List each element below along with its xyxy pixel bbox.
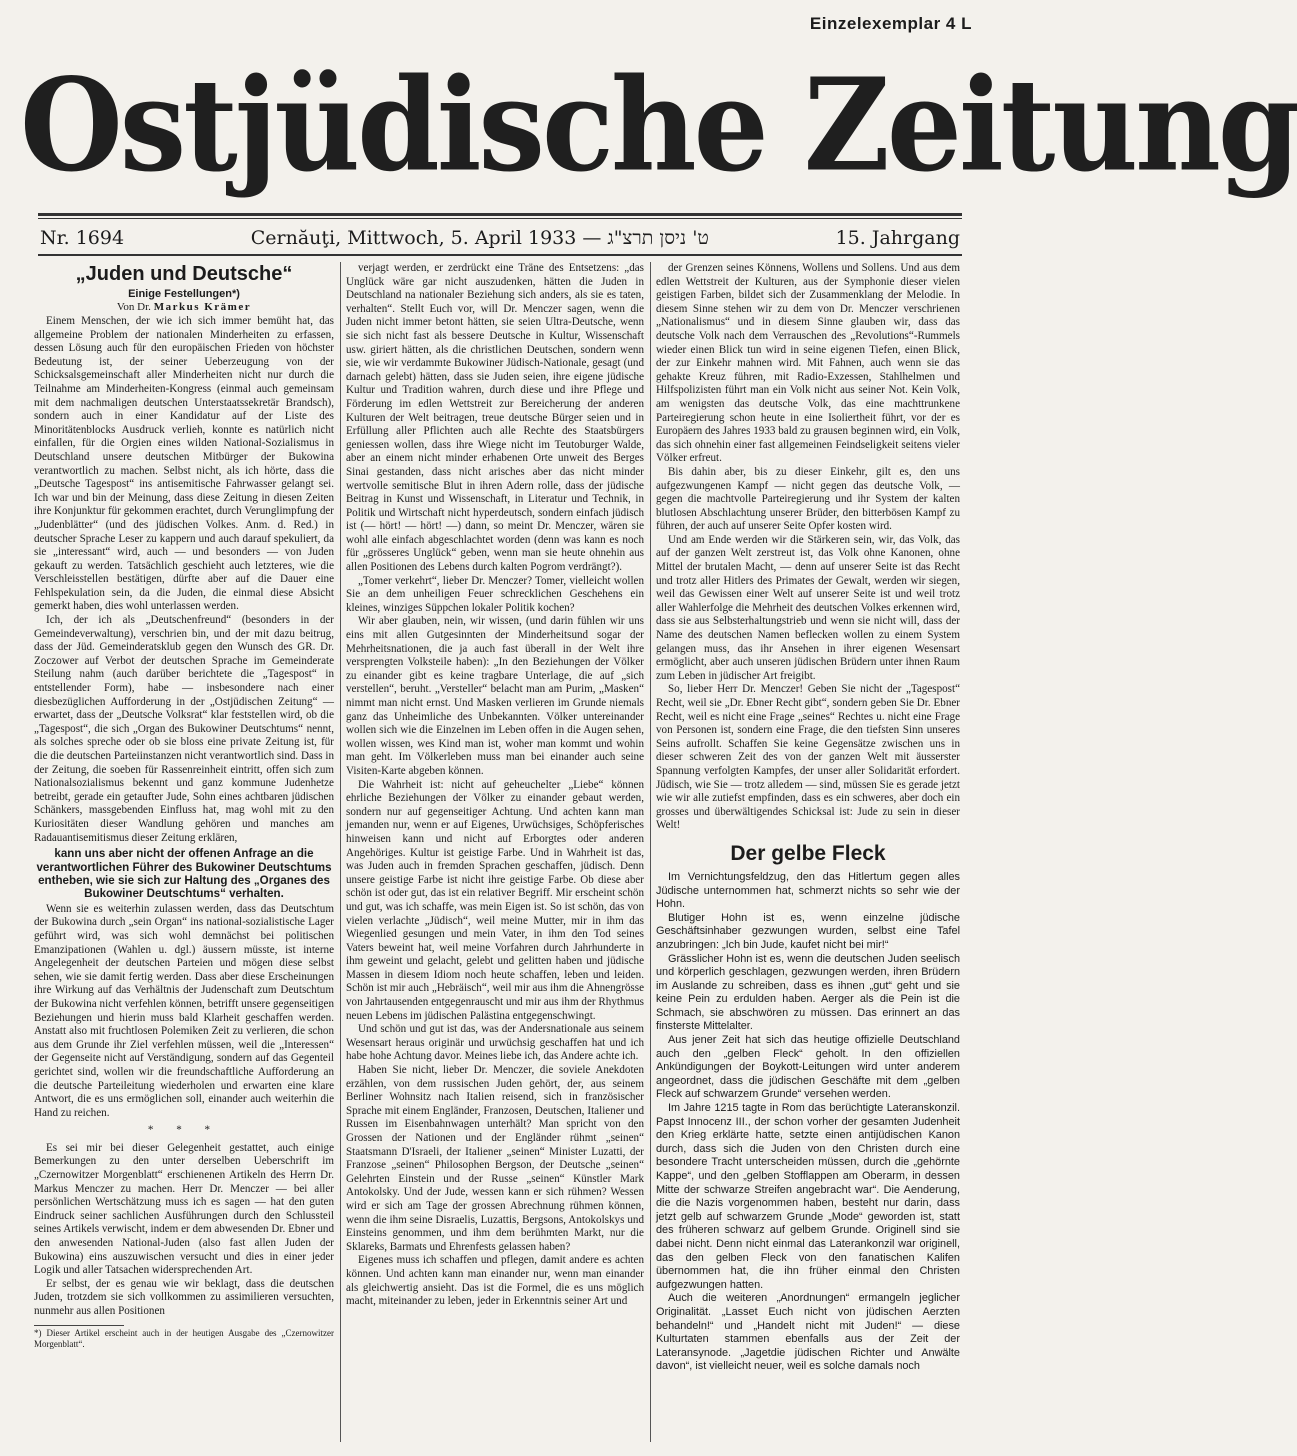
masthead-title: Ostjüdische Zeitung (20, 49, 1297, 200)
byline-prefix: Von Dr. (116, 301, 151, 313)
paragraph: Bis dahin aber, bis zu dieser Einkehr, gilt es, den uns aufgezwungenen Kampf — nicht gegen das deutsche Volk, — gegen die machtvolle Parteiregierung und ihr System der kalten blutlosen Abschlachtung unserer Brüder, den bitterbösen Kampf zu führen, der auch auf unserer Seite Opfer kosten wird. (656, 465, 960, 533)
paragraph: So, lieber Herr Dr. Menczer! Geben Sie nicht der „Tagespost“ Recht, weil sie „Dr. Ebner Recht gibt“, sondern geben Sie Dr. Ebner Recht, weil es nicht eine Frage „seines“ Rechtes u. nicht eine Frage von Personen ist, sondern eine Frage, die den tiefsten Sinn unseres Seins aufrollt. Schaffen Sie keine Gegensätze zwischen uns in dieser schweren Zeit des von der ganzen Welt mit äusserster Spannung verfolgten Kampfes, der unser aller Solidarität erfordert. Jüdisch, wie Sie — trotz alledem — sind, müssen Sie es gerade jetzt wie wir alle zutiefst empfinden, dass es ein schweres, aber doch ein grosses und überwältigendes Schicksal ist: Jude zu sein in dieser Welt! (656, 683, 960, 832)
article-title-gelbe-fleck: Der gelbe Fleck (730, 841, 886, 865)
paragraph: Grässlicher Hohn ist es, wenn die deutschen Juden seelisch und körperlich geschlagen, gezwungen werden, ihren Brüdern im Auslande zu schreiben, dass es ihnen „gut“ geht und sie keine Pein zu erdulden haben. Aerger als die Pein ist die Schmach, sie abschwören zu müssen. Das erinnert an das finsterste Mittelalter. (656, 952, 960, 1033)
column-1 (34, 262, 334, 1442)
paragraph: Auch die weiteren „Anordnungen“ ermangeln jeglicher Originalität. „Lasset Euch nicht von jüdischen Aerzten behandeln!“ und „Handelt nicht mit Juden!“ — diese Kulturtaten stammen ebenfalls aus der Zeit der Lateransynode. „Jagetdie jüdischen Richter und Anwälte davon“, ist vielleicht neuer, weil es solche damals noch (656, 1292, 960, 1373)
dateline-rule (38, 254, 962, 256)
footnote: *) Dieser Artikel erscheint auch in der heutigen Ausgabe des „Czernowitzer Morgenblatt“. (34, 1327, 334, 1349)
paragraph: Es sei mir bei dieser Gelegenheit gestattet, auch einige Bemerkungen zu den unter derselben Ueberschrift im „Czernowitzer Morgenblatt“ erschienenen Artikeln des Herrn Dr. Markus Menczer zu machen. Herr Dr. Menczer — bei aller persönlichen Wertschätzung muss ich es sagen — hat den guten Eindruck seiner sachlichen Ausführungen durch den Schlussteil seines Artikels verwischt, indem er dem abwesenden Dr. Ebner und den anwesenden National-Juden (also fast allen Juden der Bukowina) eins auszuwischen versucht und dies in einer jeder Logik und aller Tatsachen widersprechenden Art. (34, 1141, 334, 1277)
volume-year: 15. Jahrgang (835, 227, 960, 249)
paragraph: Er selbst, der es genau wie wir beklagt, dass die deutschen Juden, trotzdem sie sich vollkommen zu assimilieren versuchten, nunmehr aus allen Positionen (34, 1277, 334, 1317)
footnote-rule (34, 1325, 124, 1326)
paragraph: „Tomer verkehrt“, lieber Dr. Menczer? Tomer, vielleicht wollen Sie an dem unheiligen Feuer schrecklichen Geschehens ein kleines, winziges Süppchen lokaler Politik kochen? (346, 574, 644, 614)
dateline (40, 224, 960, 252)
article-body-gelbe-fleck (656, 871, 960, 1374)
paragraph: Im Vernichtungsfeldzug, den das Hitlertum gegen alles Jüdische unternommen hat, schmerzt nichts so sehr wie der Hohn. (656, 870, 960, 911)
paragraph: Blutiger Hohn ist es, wenn einzelne jüdische Geschäftsinhaber gezwungen wurden, selbst eine Tafel anzubringen: „Ich bin Jude, kaufet nicht bei mir!“ (656, 911, 960, 951)
paragraph: Ich, der ich als „Deutschenfreund“ (besonders in der Gemeindeverwaltung), verschrien bin, und der mit dazu beitrug, dass der Jüd. Gemeinderatsklub gegen den Wunsch des GR. Dr. Zoczower auf Verbot der deutschen Sprache im Gemeinderate Steilung nahm (auch darüber berichtete die „Tagespost“ in entstellender Form), habe — insbesondere nach einer diesbezüglichen Aufforderung in der „Ostjüdischen Zeitung“ — erwartet, dass der „Deutsche Volksrat“ klar feststellen wird, ob die „Tagespost“, die sich „Organ des Bukowiner Deutschtums“ nennt, als solches spreche oder ob sie bloss eine private Zeitung ist, für die die deutschen Parteiinstanzen nicht verantwortlich sind. Dass in der Zeitung, die soeben für Rassenreinheit eintritt, offen sich zum Nationalsozialismus bekennt und ganz kommune Judenhetze betreibt, gerade ein getaufter Jude, Sohn eines achtbaren jüdischen Schänkers, massgebenden Einfluss hat, mag wohl mit zu den Kuriositäten dieser Wandlung gehören und manches am Radauantisemitismus dieser Zeitung erklären, (34, 614, 334, 844)
bold-demand: kann uns aber nicht der offenen Anfrage an die verantwortlichen Führer des Bukowiner Deutschtums entheben, wie sie sich zur Haltung des „Organes des Bukowiner Deutschtums“ verhalten. (36, 847, 332, 901)
article-subtitle: Einige Festellungen*) (128, 288, 240, 300)
article-byline (34, 301, 334, 314)
paragraph: verjagt werden, er zerdrückt eine Träne des Entsetzens: „das Unglück wäre gar nicht auszudenken, hätten die Juden in Deutschland na nationaler Beziehung sich anders, als sie es taten, verhalten“. Stellt Euch vor, will Dr. Menczer sagen, wenn die Juden nicht immer betont hätten, sie seien Ultra-Deutsche, wenn sie sich nicht fast als bessere Deutsche in Kultur, Wissenschaft usw. giriert hätten, als die christlichen Deutschen, sondern wenn sie, wie wir verdammte Bukowiner Jüdisch-Nationale, gesagt (und darnach gelebt) hätten, dass sie Juden seien, ihre eigene jüdische Kultur und Tradition wahren, durch diese und ihre Pflege und Förderung im edlen Wettstreit zur Bereicherung der anderen Kulturen der Welt beitragen, treue deutsche Bürger seien und in Erfüllung aller Pflichten auch alle Rechte des Staatsbürgers geniessen wollen, dass ihre Wiege nicht im Teutoburger Walde, aber an einem nicht minder erhabenen Orte unweit des Berges Sinai gestanden, dass nicht arisches aber das nicht minder wertvolle semitische Blut in ihren Adern rolle, dass der jüdische Beitrag in Kunst und Wissenschaft, in Literatur und Technik, in Politik und Wirtschaft nicht hyperdeutsch, sondern einfach jüdisch ist (— hört! — hört! —) dann, so meint Dr. Menczer, wären sie wohl alle einfach abgeschlachtet worden (denn was kann es noch für „grösseres Unglück“ geben, wenn man sie heute ohnehin aus allen Positionen des Lebens durch kalten Pogrom verdrängt?). (346, 262, 644, 574)
paragraph: Wenn sie es weiterhin zulassen werden, dass das Deutschtum der Bukowina durch „sein Organ“ ins national-sozialistische Lager geführt wird, was sich wohl demnächst bei politischen Emanzipationen (Wahlen u. dgl.) äussern müsste, ist interne Angelegenheit der deutschen Parteien und mögen diese selbst sehen, wie sie damit fertig werden. Dass aber diese Erscheinungen ihre Wirkung auf das Verhältnis der Judenschaft zum Deutschtum der Bukowina nicht verfehlen können, betrifft unsere gegenseitigen Beziehungen und hierin muss bald Klarheit geschaffen werden. Anstatt also mit fruchtlosen Polemiken Zeit zu verlieren, die schon aus dem Grunde ihr Ziel verfehlen müssen, weil die „Interessen“ der Gegenseite nicht auf Verständigung, sondern auf das Gegenteil gerichtet sind, wollen wir die freundschaftliche Aufforderung an die deutsche Parteileitung wiederholen und erwarten eine klare Antwort, die es uns ermöglichen soll, einander auch weiterhin die Hand zu reichen. (34, 902, 334, 1119)
column-divider (340, 262, 341, 1442)
column-divider (650, 262, 651, 1442)
issue-number: Nr. 1694 (40, 227, 125, 249)
section-separator: * * * (147, 1124, 221, 1137)
paragraph: Im Jahre 1215 tagte in Rom das berüchtigte Lateranskonzil. Papst Innocenz III., der schon vorher der gesamten Judenheit den Krieg erklärte hatte, setzte einen antijüdischen Kanon durch, dass sich die Juden von den Christen durch eine besondere Tracht unterscheiden müssen, durch die „gehörnte Kappe“, und den „gelben Stofflappen am Oberarm, in dessen Mitte der schwarze Streifen angebracht war“. Die Aenderung, die die Nazis vorgenommen haben, besteht nur darin, dass jetzt gelb auf schwarzem Grunde „Mode“ geworden ist, statt des früheren schwarz auf gelbem Grunde. Originell sind sie dabei nicht. Denn nicht einmal das Laterankonzil war originell, das den gelben Fleck von den fanatischen Kalifen übernommen hat, die ihn früher einmal den Christen aufgezwungen hatten. (656, 1102, 960, 1291)
paragraph: Wir aber glauben, nein, wir wissen, (und darin fühlen wir uns eins mit allen Gutgesinnten der Minderheitsund sogar der Mehrheitsnationen, die ja auch fast überall in der Welt ihre versprengten Volksteile haben): „In den Beziehungen der Völker zu einander gibt es keine tragbare Unterlage, die auf „sich verstellen“, beruht. „Versteller“ belacht man am Purim, „Masken“ nimmt man nicht ernst. Und Masken verlieren im Grunde niemals ganz das Unheimliche des Unbekannten. Völker untereinander wollen sich wie die Einzelnen im Leben offen in die Augen sehen, wollen wissen, wes Kind man ist, woher man kommt und wohin man geht. Im Völkerleben muss man bei einander auch seine Visiten-Karte abgeben können. (346, 615, 644, 777)
masthead-rule-thick (38, 213, 962, 216)
paragraph: Aus jener Zeit hat sich das heutige offizielle Deutschland auch den „gelben Fleck“ geholt. In den offiziellen Ankündigungen der Boykott-Leitungen wird unter anderem angeordnet, dass die jüdischen Geschäfte mit dem „gelben Fleck auf schwarzem Grunde“ versehen werden. (656, 1034, 960, 1101)
single-copy-price: Einzelexemplar 4 L (809, 14, 972, 33)
paragraph: der Grenzen seines Könnens, Wollens und Sollens. Und aus dem edlen Wettstreit der Kulturen, aus der Symphonie dieser vielen geistigen Farben, bildet sich der Zusammenklang der Melodie. In diesem Sinne stehen wir zu dem von Dr. Menczer verschrienen „Nationalismus“ und in diesem Sinne glauben wir, dass das deutsche Volk nach dem Verrauschen des „Revolutions“-Rummels wieder einen Blick tun wird in seine eigenen Tiefen, einen Blick, der zur Einkehr mahnen wird. Mit Fahnen, auch wenn sie das gehakte Kreuz führen, mit Radio-Exzessen, Stahlhelmen und Hilfspolizisten führt man ein Volk nicht aus seiner Not. Kein Volk, am wenigsten das deutsche Volk, das eine machttrunkene Parteiregierung schon heute in eine Isoliertheit führt, vor der es Europäern des Jahres 1933 bald zu grausen beginnen wird, ein Volk, das sich ohnehin einer fast allgemeinen Feindseligkeit seitens vieler Völker erfreut. (656, 262, 960, 465)
masthead-rule-thin (38, 218, 962, 219)
column-2 (346, 262, 644, 1442)
paragraph: Und schön und gut ist das, was der Andersnationale aus seinem Wesensart heraus originär und urwüchsig geschaffen hat und ich habe hohe Achtung davor. Meines liebe ich, das Andere achte ich. (346, 1023, 644, 1063)
paragraph: Die Wahrheit ist: nicht auf geheuchelter „Liebe“ können ehrliche Beziehungen der Völker zu einander gebaut werden, sondern nur auf gegenseitiger Achtung. Und achten kann man jemanden nur, wenn er auf Eigenes, Urwüchsiges, Schöpferisches hinweisen kann und nicht auf Erborgtes oder anderen Angehöriges. Kultur ist geistige Farbe. Und in Wahrheit ist das, was Juden auch in fremden Sprachen geschaffen, jüdisch. Denn unsere geistige Farbe ist nicht ihre geistige Farbe. Ob diese aber schön ist oder gut, das ist ein relativer Begriff. Mir erscheint schön und gut, was ich schaffe, was mein Eigen ist. So ist schön, das von vielen verlachte „Jüdisch“, weil meine Mutter, mir in ihm das Wiegenlied gesungen und mein Vater, in ihm den Tod seines Vaters beweint hat, weil meine Vorfahren durch Jahrhunderte in ihm geweint und gelacht, gelebt und gelitten haben und jüdische Massen in diesem Idiom noch heute schaffen, leben und leiden. Schön ist mir auch „Hebräisch“, weil mir aus ihm die Ahnengrösse von Jahrtausenden entgegenrauscht und mir aus ihm der Rhythmus neuen Lebens im jüdischen Palästina entgegenschwingt. (346, 778, 644, 1022)
article-title: „Juden und Deutsche“ (75, 263, 293, 285)
issue-date: Cernăuţi, Mittwoch, 5. April 1933 — ט' ניסן תרצ"ג (250, 226, 709, 249)
byline-author: Markus Krämer (153, 301, 252, 313)
column-3 (656, 262, 960, 1442)
paragraph: Einem Menschen, der wie ich sich immer bemüht hat, das allgemeine Problem der nationalen Minderheiten zu erfassen, dessen Lösung auch für den europäischen Frieden von höchster Bedeutung ist, der seiner Ueberzeugung von der Schicksalsgemeinschaft aller Minderheiten nicht nur durch die Teilnahme am Minderheiten-Kongress (einmal auch gemeinsam mit dem nachmaligen deutschen Unterstaatssekretär Brandsch), sondern auch in einer Kandidatur auf der Liste des Minoritätenblocks Ausdruck verlieh, konnte es natürlich nicht einfallen, für die Orgien eines wilden National-Sozialismus in Deutschland unsere deutschen Mitbürger der Bukowina verantwortlich zu machen. Selbst nicht, als ich hörte, dass die „Deutsche Tagespost“ ins antisemitische Fahrwasser gelangt sei. Ich war und bin der Meinung, dass diese Zeitung in diesen Zeiten ihre Konjunktur für gekommen erachtet, durch Verunglimpfung der „Judenblätter“ (und des jüdischen Volkes. Anm. d. Red.) in deutscher Sprache Leser zu kappern und auch darauf spekuliert, da sie „interessant“ wird, auch — und besonders — von Juden gekauft zu werden. Tatsächlich geschieht auch letzteres, wie die Verschleisstellen bestätigen, dürfte aber auf die Dauer eine Fehlspekulation sein, da die Juden, die einmal diese Absicht gemerkt haben, dies wohl unterlassen werden. (34, 315, 334, 613)
paragraph: Und am Ende werden wir die Stärkeren sein, wir, das Volk, das auf der ganzen Welt zerstreut ist, das Volk ohne Kanonen, ohne Mittel der brutalen Macht, — denn auf unserer Seite ist das Recht und trotz aller Hitlers des Primates der Gewalt, werden wir siegen, weil das Gewissen einer Welt auf unserer Seite ist und weil trotz aller Wahlerfolge die Mehrheit des deutschen Volkes erkennen wird, dass sie aus Selbsterhaltungstrieb und wenn sie nicht will, dass der Name des deutschen Namen beflecken wollen zu einem System gelangen muss, das ihr Ansehen in ihrer eigenen Wesensart ermöglicht, aber auch unseren jüdischen Brüdern unter ihnen Raum zum Leben in jüdischer Art freigibt. (656, 533, 960, 682)
paragraph: Haben Sie nicht, lieber Dr. Menczer, die soviele Anekdoten erzählen, von dem russischen Juden gehört, der, aus seinem Berliner Wohnsitz nach Italien reisend, sich in französischer Sprache mit einem Engländer, Franzosen, Deutschen, Italiener und Russen im Eisenbahnwagen unterhält? Man spricht von den Grossen der Nationen und der Engländer rühmt „seinen“ Staatsmann D'Israeli, der Italiener „seinen“ Minister Luzatti, der Franzose „seinen“ Philosophen Bergson, der Deutsche „seinen“ Gelehrten Einstein und der Russe „seinen“ Künstler Mark Antokolsky. Und der Jude, wessen kann er sich rühmen? Wessen wird er sich am Tage der grossen Abrechnung rühmen können, wenn die ihm seine Disraelis, Luzattis, Bergsons, Antokolskys und Einsteins genommen, und ihm dem berühmten Markt, nur die Sklareks, Barmats und Ehrenfests gelassen haben? (346, 1064, 644, 1253)
paragraph: Eigenes muss ich schaffen und pflegen, damit andere es achten können. Und achten kann man einander nur, wenn man einander als gleichwertig ansieht. Das ist die Formel, die es uns möglich macht, miteinander zu leben, jeder in Erkenntnis seiner Art und (346, 1254, 644, 1308)
